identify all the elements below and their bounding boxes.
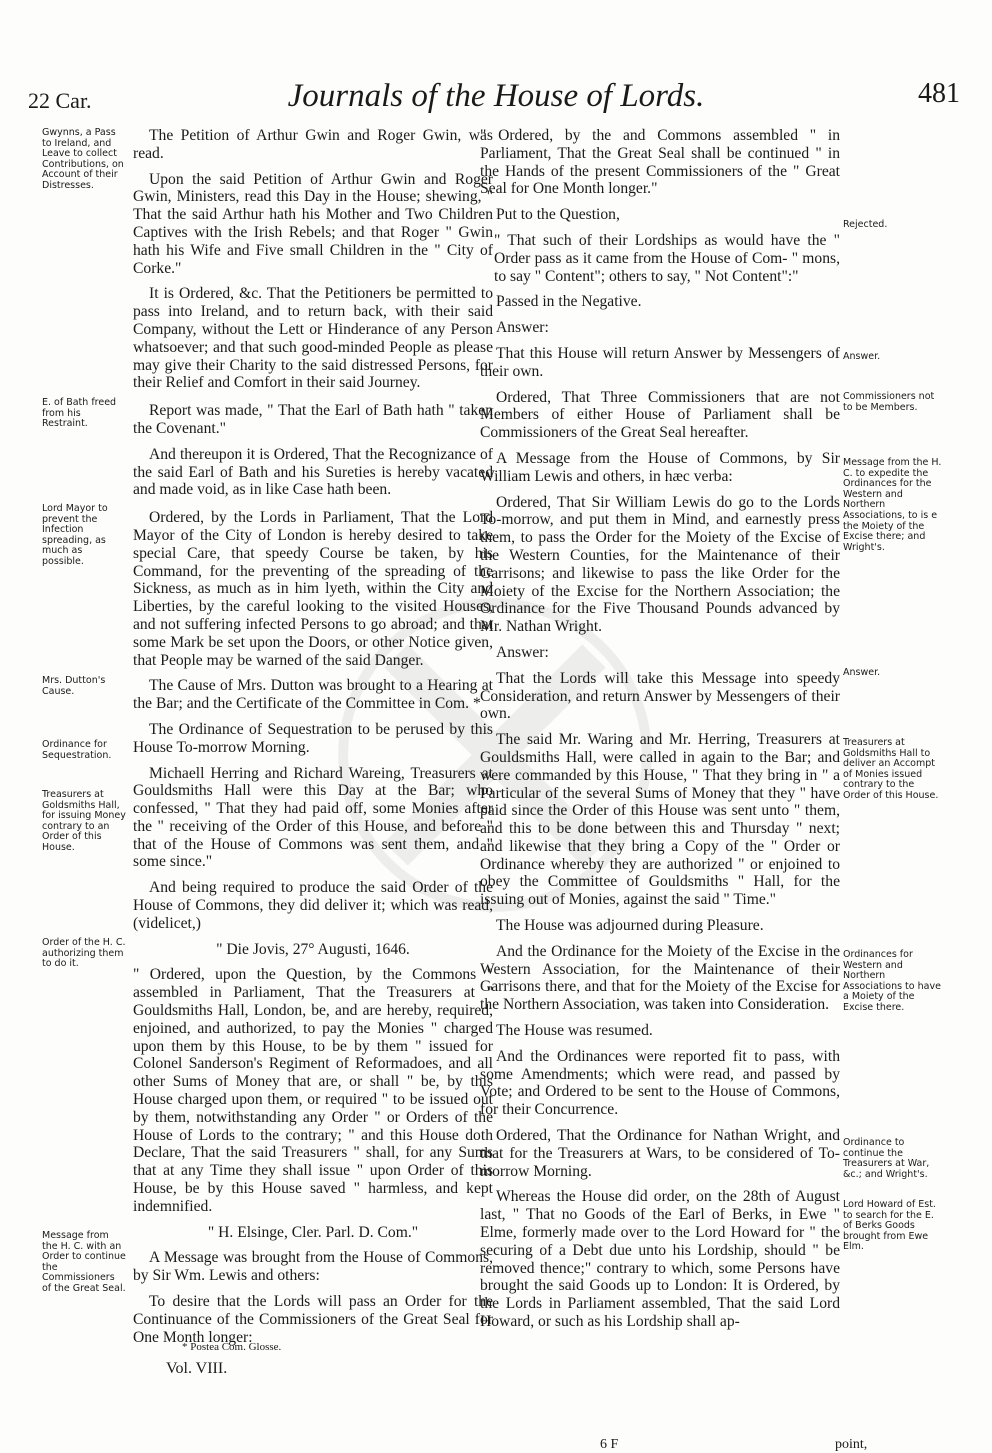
- paragraph: Ordered, That the Ordinance for Nathan Wright, and that for the Treasurers at Wars, to be considered of To-morrow Morning.: [480, 1127, 840, 1180]
- margin-note: Order of the H. C. authorizing them to do it.: [42, 937, 126, 970]
- margin-note: Gwynns, a Pass to Ireland, and Leave to collect Contributions, on Account of their Distresses.: [42, 127, 124, 191]
- paragraph: Ordered, by the Lords in Parliament, That the Lord Mayor of the City of London is hereby desired to take special Care, that speedy Course be taken, by his Command, for the preventing of the spreading of the Sickness, as much as in him lyeth, within the City and Liberties, by the careful looking to the visited Houses, and not suffering infected Persons to go abroad; and that some Mark be set upon the Doors, or other Notice given, that People may be warned of the said Danger.: [133, 509, 493, 669]
- paragraph: A Message was brought from the House of Commons, by Sir Wm. Lewis and others:: [133, 1249, 493, 1285]
- margin-note: Treasurers at Goldsmiths Hall, for issuing Money contrary to an Order of this House.: [42, 789, 126, 853]
- margin-note: Ordinance for Sequestration.: [42, 739, 112, 761]
- paragraph: " Ordered, upon the Question, by the Commons " assembled in Parliament, That the Treasurers at " Gouldsmiths Hall, London, be, and are hereby, required, enjoined, and authorized, to pay the Monies " charged upon them by this House, to be by them " issued for Colonel Sanderson's Regiment of Reformadoes, and all other Sums of Money that are, or shall " be, by this House charged upon them, or required " to be issued out by them, notwithstanding any Order " or Orders of the House of Lords to the contrary; " and this House doth Declare, That the said Treasurers " shall, for any Sums that at any Time they shall issue " upon Order of this House, be by this House saved " harmless, and kept indemnified.: [133, 966, 493, 1215]
- answer-heading: Answer:: [496, 643, 549, 661]
- paragraph: The Cause of Mrs. Dutton was brought to a Hearing at the Bar; and the Certificate of the Committee in Com. *: [133, 677, 493, 713]
- margin-note: E. of Bath freed from his Restraint.: [42, 397, 117, 430]
- margin-note: Mrs. Dutton's Cause.: [42, 675, 106, 697]
- paragraph: The House was adjourned during Pleasure.: [496, 917, 764, 935]
- paragraph: The House was resumed.: [496, 1022, 653, 1040]
- margin-note: Answer.: [843, 351, 881, 362]
- margin-note: Commissioners not to be Members.: [843, 391, 935, 413]
- signature-line: " H. Elsinge, Cler. Parl. D. Com.": [207, 1223, 419, 1241]
- paragraph: And the Ordinance for the Moiety of the Excise in the Western Association, for the Maintenance of their Garrisons there, and that for the Moiety of the Excise for the Northern Association, was taken into Consideration.: [480, 942, 840, 1014]
- paragraph: And the Ordinances were reported fit to pass, with some Amendments; which were read, and passed by Vote; and Ordered to be sent to the House of Commons, for their Concurrence.: [480, 1047, 840, 1119]
- paragraph: Ordered, That Three Commissioners that are not Members of either House of Parliament shall be Commissioners of the Great Seal hereafter.: [480, 388, 840, 442]
- paragraph: That the Lords will take this Message into speedy Consideration, and return Answer by Messengers of their own.: [480, 669, 840, 723]
- paragraph: Whereas the House did order, on the 28th of August last, " That no Goods of the Earl of Berks, in Ewe " Elme, formerly made over to the Lord Howard for " the securing of a Debt due unto his Lordship, should " be removed thence;" contrary to which, some Persons have brought the said Goods up to London: It is Ordered, by the Lords in Parliament assembled, That the said Lord Howard, or such as his Lordship shall ap-: [480, 1188, 840, 1331]
- paragraph: " That such of their Lordships as would have the " Order pass as it came from the House of Com- " mons, to say " Content"; others to say, " Not Content":": [494, 231, 840, 285]
- margin-note: Ordinances for Western and Northern Associations to have a Moiety of the Excise there.: [843, 949, 941, 1013]
- margin-note: Treasurers at Goldsmiths Hall to deliver an Accompt of Monies issued contrary to the Order of this House.: [843, 737, 939, 801]
- page-title: Journals of the House of Lords.: [287, 78, 705, 114]
- volume-label: Vol. VIII.: [166, 1360, 228, 1377]
- margin-note: Answer.: [843, 667, 881, 678]
- margin-note: Lord Howard of Est. to search for the E. of Berks Goods brought from Ewe Elm.: [843, 1199, 936, 1253]
- margin-note: Message from the H. C. with an Order to continue the Commissioners of the Great Seal.: [42, 1230, 126, 1294]
- margin-note: Lord Mayor to prevent the Infection spreading, as much as possible.: [42, 503, 108, 567]
- paragraph: Upon the said Petition of Arthur Gwin and Roger Gwin, Ministers, read this Day in the House; shewing, " That the said Arthur hath his Mother and Two Children Captives with the Irish Rebels; and that Roger " Gwin hath his Wife and Five small Children in the " City of Corke.": [133, 170, 493, 277]
- paragraph: That this House will return Answer by Messengers of their own.: [480, 344, 840, 380]
- paragraph: And thereupon it is Ordered, That the Recognizance of the said Earl of Bath and his Sureties is hereby vacated and made void, as in like Case hath been.: [133, 445, 493, 499]
- dated-heading: " Die Jovis, 27° Augusti, 1646.: [216, 940, 410, 958]
- paragraph: Put to the Question,: [496, 206, 620, 224]
- margin-note: Ordinance to continue the Treasurers at War, &c.; and Wright's.: [843, 1137, 930, 1180]
- running-head-left: 22 Car.: [28, 88, 92, 113]
- paragraph: Passed in the Negative.: [496, 293, 642, 311]
- paragraph: It is Ordered, &c. That the Petitioners be permitted to pass into Ireland, and to return back, with their said Company, without the Lett or Hinderance of any Person whatsoever; and that such good-minded People as please may give their Charity to the said distressed Persons, for their Relief and Comfort in their said Journey.: [133, 285, 493, 392]
- paragraph: A Message from the House of Commons, by Sir William Lewis and others, in hæc verba:: [480, 449, 840, 485]
- answer-heading: Answer:: [496, 319, 549, 337]
- paragraph: " Ordered, by the and Commons assembled " in Parliament, That the Great Seal shall be continued " in the Hands of the present Commissioners of the " Great Seal for One Month longer.": [480, 127, 840, 198]
- paragraph: Michaell Herring and Richard Wareing, Treasurers at Gouldsmiths Hall were this Day at the Bar; who confessed, " That they had paid off, some Monies after the " receiving of the Order of this House, and before " that of the House of Commons was sent them, and " some since.": [133, 764, 493, 871]
- paragraph: And being required to produce the said Order of the House of Commons, they did deliver it; which was read, (videlicet,): [133, 879, 493, 932]
- paragraph: The Petition of Arthur Gwin and Roger Gwin, was read.: [133, 127, 493, 162]
- page-number: 481: [918, 78, 960, 109]
- paragraph: The said Mr. Waring and Mr. Herring, Treasurers at Gouldsmiths Hall, were called in again to the Bar; and were commanded by this House, " That they bring in " a Particular of the several Sums of Money that they " have paid since the Order of this House was sent unto " them, and this to be done between this and Thursday " next; and likewise that they bring a Copy of the " Order or Ordinance whereby they are authorized " or enjoined to obey the Committee of Gouldsmiths " Hall, for the issuing out of Monies, against the said " Time.": [480, 731, 840, 909]
- margin-note: Message from the H. C. to expedite the Ordinances for the Western and Northern Associations, to is e the Moiety of the Excise there; and Wright's.: [843, 457, 942, 553]
- margin-note: Rejected.: [843, 219, 888, 230]
- catchword: point,: [835, 1437, 868, 1452]
- paragraph: To desire that the Lords will pass an Order for the Continuance of the Commissioners of the Great Seal for One Month longer:: [133, 1293, 493, 1346]
- signature-mark: 6 F: [600, 1437, 619, 1452]
- paragraph: The Ordinance of Sequestration to be perused by this House To-morrow Morning.: [133, 720, 493, 756]
- left-column: [133, 127, 493, 1354]
- footnote: * Postea Com. Glosse.: [182, 1341, 282, 1353]
- paragraph: Report was made, " That the Earl of Bath hath " taken the Covenant.": [133, 402, 493, 437]
- right-column: [480, 127, 840, 1339]
- paragraph: Ordered, That Sir William Lewis do go to the Lords To-morrow, and put them in Mind, and earnestly press them, to pass the Order for the Moiety of the Excise of the Western Counties, for the Maintenance of their Garrisons; and likewise to pass the like Order for the Moiety of the Excise for the Northern Association; the Ordinance for the Five Thousand Pounds advanced by Mr. Nathan Wright.: [480, 493, 840, 636]
